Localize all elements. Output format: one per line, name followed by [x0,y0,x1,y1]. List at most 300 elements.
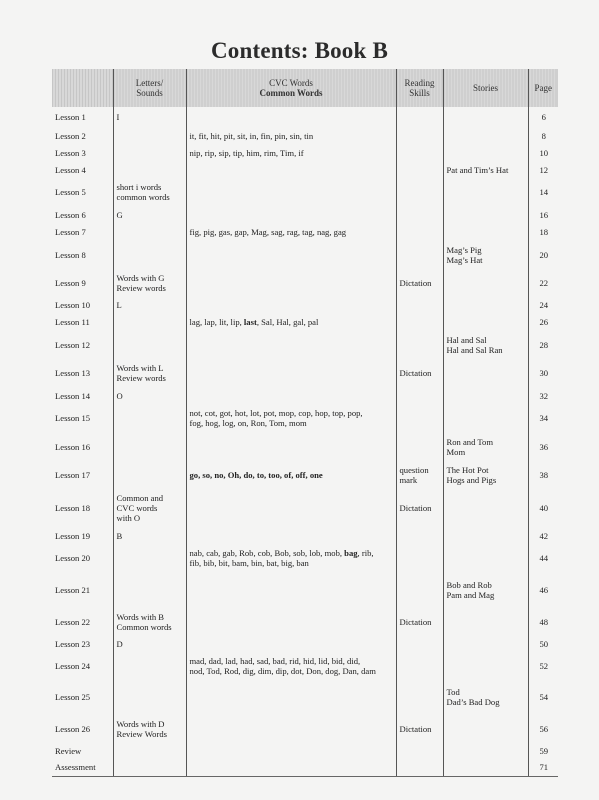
lesson-label: Review [55,745,82,756]
letters-sounds-cell [113,652,186,679]
table-row [52,742,558,759]
cvc-words-cell [186,679,396,715]
letters-sounds-cell [113,144,186,161]
stories-cell [443,404,528,432]
stories-cell [443,107,528,127]
reading-skills-cell [396,127,443,144]
stories-cell [443,330,528,359]
letters-sounds-text: B [116,530,123,541]
letters-sounds-text: L [116,299,122,310]
letters-sounds-cell [113,161,186,178]
page-number: 22 [539,277,549,288]
lesson-label: Lesson 23 [55,638,91,649]
letters-sounds-text: Review words [116,373,166,383]
page-number: 50 [539,638,549,649]
header-stories: Stories [443,69,528,107]
cvc-words-text: , rib, [357,547,374,558]
letters-sounds-cell [113,715,186,742]
letters-sounds-text: Review words [116,282,166,293]
story-title: Hal and Sal [446,334,487,345]
stories-cell [443,240,528,269]
lesson-label: Lesson 6 [55,209,86,220]
letters-sounds-cell [113,127,186,144]
letters-sounds-text: D [116,638,123,649]
lesson-label: Lesson 25 [55,692,91,702]
reading-skills-cell [396,527,443,544]
letters-sounds-cell [113,527,186,544]
page-number: 8 [541,130,546,141]
lesson-cell [52,269,113,296]
header-reading-line2: Skills [409,88,430,98]
page-number: 18 [539,226,549,237]
page-number-cell [528,223,558,240]
cvc-words-cell [186,387,396,404]
cvc-words-cell [186,489,396,527]
stories-cell [443,432,528,461]
cvc-words-text: not, cot, got, hot, lot, pot, mop, cop, hop, top, pop, [189,408,363,418]
cvc-words-cell [186,107,396,127]
stories-cell [443,161,528,178]
story-title: Hal and Sal Ran [446,344,503,355]
stories-cell [443,759,528,776]
header-cvc-line1: CVC Words [269,78,313,88]
table-row [52,571,558,608]
page-number-cell [528,144,558,161]
reading-skills-cell [396,489,443,527]
page-number: 38 [539,470,549,480]
page-number-cell [528,387,558,404]
lesson-label: Lesson 12 [55,339,91,350]
letters-sounds-text: short i words [116,182,162,192]
cvc-words-text: nip, rip, sip, tip, him, rim, Tim, if [189,147,304,158]
cvc-words-text: mad, dad, lad, had, sad, bad, rid, hid, lid, bid, did, [189,655,361,666]
lesson-label: Lesson 2 [55,130,86,141]
page-number-cell [528,544,558,571]
reading-skills-cell [396,742,443,759]
page-number: 48 [539,616,549,627]
story-title: Dad’s Bad Dog [446,697,500,707]
cvc-words-cell [186,223,396,240]
page-number: 30 [539,368,549,378]
letters-sounds-cell [113,223,186,240]
header-reading-skills [396,69,443,107]
lesson-cell [52,608,113,635]
table-row [52,359,558,387]
page-number: 44 [539,552,549,563]
lesson-cell [52,359,113,387]
page-number: 32 [539,390,549,401]
letters-sounds-cell [113,489,186,527]
letters-sounds-cell [113,206,186,223]
reading-skills-cell [396,107,443,127]
stories-cell [443,489,528,527]
lesson-label: Lesson 1 [55,112,86,122]
page-number-cell [528,635,558,652]
page-number-cell [528,679,558,715]
table-row [52,144,558,161]
lesson-cell [52,330,113,359]
reading-skills-cell [396,544,443,571]
reading-skills-text: Dictation [399,368,432,378]
letters-sounds-text: CVC words [116,503,158,513]
stories-cell [443,359,528,387]
reading-skills-cell [396,240,443,269]
story-title: Mom [446,446,466,457]
letters-sounds-cell [113,544,186,571]
page-number: 40 [539,503,549,513]
lesson-label: Lesson 21 [55,584,91,595]
page-number: 54 [539,692,549,702]
cvc-words-cell [186,544,396,571]
reading-skills-text: mark [399,475,418,485]
letters-sounds-cell [113,432,186,461]
cvc-words-cell [186,652,396,679]
page-number-cell [528,759,558,776]
cvc-words-cell [186,635,396,652]
lesson-cell [52,571,113,608]
story-title: Tod [446,687,460,697]
reading-skills-cell [396,759,443,776]
stories-cell [443,742,528,759]
reading-skills-text: Dictation [399,723,432,734]
letters-sounds-text: Words with L [116,363,164,373]
lesson-label: Lesson 3 [55,147,86,158]
common-word-text: bag [344,547,358,558]
story-title: Pam and Mag [446,589,495,600]
letters-sounds-text: common words [116,192,170,202]
reading-skills-text: Dictation [399,616,432,627]
cvc-words-cell [186,432,396,461]
stories-cell [443,679,528,715]
cvc-words-cell [186,206,396,223]
lesson-cell [52,144,113,161]
page-number-cell [528,359,558,387]
letters-sounds-cell [113,359,186,387]
table-row [52,161,558,178]
page-number: 42 [539,530,549,541]
page-number: 52 [539,660,549,671]
table-row [52,313,558,330]
table-body [52,107,558,776]
cvc-words-cell [186,240,396,269]
table-row [52,544,558,571]
letters-sounds-cell [113,330,186,359]
table-row [52,679,558,715]
lesson-label: Lesson 14 [55,390,91,401]
table-row [52,404,558,432]
reading-skills-cell [396,206,443,223]
lesson-cell [52,240,113,269]
reading-skills-text: Dictation [399,277,432,288]
header-letters-line1: Letters/ [135,78,164,88]
page-number: 14 [539,187,549,197]
lesson-label: Lesson 7 [55,226,86,237]
lesson-cell [52,296,113,313]
table-row [52,608,558,635]
lesson-cell [52,742,113,759]
cvc-words-cell [186,330,396,359]
table-row [52,240,558,269]
letters-sounds-cell [113,571,186,608]
story-title: Pat and Tim’s Hat [446,164,509,175]
lesson-cell [52,206,113,223]
table-row [52,527,558,544]
lesson-cell [52,127,113,144]
table-row [52,330,558,359]
letters-sounds-text: G [116,209,123,220]
cvc-words-cell [186,715,396,742]
reading-skills-cell [396,404,443,432]
letters-sounds-cell [113,461,186,489]
stories-cell [443,544,528,571]
page-number-cell [528,652,558,679]
lesson-label: Lesson 4 [55,164,86,175]
page-number-cell [528,330,558,359]
stories-cell [443,206,528,223]
common-word-text: last [243,316,257,327]
lesson-label: Assessment [55,762,96,773]
letters-sounds-text: Common and [116,493,164,503]
page-number-cell [528,178,558,206]
page-number-cell [528,404,558,432]
story-title: Ron and Tom [446,436,494,447]
page-number: 46 [539,584,549,595]
lesson-label: Lesson 13 [55,368,91,378]
stories-cell [443,144,528,161]
cvc-words-cell [186,359,396,387]
letters-sounds-cell [113,742,186,759]
page-number-cell [528,161,558,178]
header-reading-line1: Reading [404,78,435,88]
reading-skills-cell [396,679,443,715]
letters-sounds-text: Words with B [116,611,165,622]
header-letters-line2: Sounds [136,88,163,98]
table-row [52,178,558,206]
cvc-words-text: lag, lap, lit, lip, [189,316,244,327]
page-title: Contents: Book B [210,38,388,63]
page-number: 26 [539,316,549,327]
lesson-cell [52,313,113,330]
lesson-label: Lesson 9 [55,277,86,288]
lesson-cell [52,527,113,544]
page-number-cell [528,240,558,269]
page-number: 56 [539,723,549,734]
letters-sounds-cell [113,608,186,635]
letters-sounds-cell [113,107,186,127]
lesson-label: Lesson 16 [55,441,91,452]
table-row [52,652,558,679]
reading-skills-cell [396,432,443,461]
letters-sounds-text: with O [116,513,141,523]
lesson-label: Lesson 5 [55,187,86,197]
lesson-cell [52,161,113,178]
letters-sounds-cell [113,404,186,432]
stories-cell [443,461,528,489]
lesson-cell [52,404,113,432]
lesson-cell [52,432,113,461]
page-number-cell [528,715,558,742]
lesson-cell [52,461,113,489]
page-number: 12 [539,164,549,175]
cvc-words-text: , Sal, Hal, gal, pal [256,316,319,327]
cvc-words-cell [186,461,396,489]
page-number-cell [528,489,558,527]
stories-cell [443,571,528,608]
contents-table [52,69,558,777]
story-title: Bob and Rob [446,579,492,590]
stories-cell [443,715,528,742]
page-number: 10 [539,147,549,158]
reading-skills-cell [396,608,443,635]
page-number-cell [528,742,558,759]
page-number-cell [528,127,558,144]
reading-skills-cell [396,178,443,206]
lesson-label: Lesson 22 [55,616,91,627]
lesson-cell [52,107,113,127]
header-letters-sounds [113,69,186,107]
lesson-cell [52,387,113,404]
header-page: Page [528,69,558,107]
stories-cell [443,527,528,544]
lesson-label: Lesson 17 [55,470,91,480]
table-row [52,461,558,489]
letters-sounds-cell [113,635,186,652]
stories-cell [443,635,528,652]
letters-sounds-text: Words with G [116,272,165,283]
reading-skills-cell [396,269,443,296]
cvc-words-text: nab, cab, gab, Rob, cob, Bob, sob, lob, mob, [189,547,345,558]
cvc-words-cell [186,127,396,144]
stories-cell [443,269,528,296]
reading-skills-cell [396,144,443,161]
table-row [52,432,558,461]
reading-skills-cell [396,652,443,679]
stories-cell [443,652,528,679]
reading-skills-cell [396,161,443,178]
reading-skills-cell [396,387,443,404]
reading-skills-cell [396,635,443,652]
reading-skills-cell [396,571,443,608]
table-row [52,127,558,144]
cvc-words-cell [186,404,396,432]
stories-cell [443,127,528,144]
page-number-cell [528,269,558,296]
story-title: Mag’s Hat [446,254,483,265]
page-number: 28 [539,339,549,350]
stories-cell [443,313,528,330]
lesson-cell [52,759,113,776]
letters-sounds-text: Common words [116,621,172,632]
cvc-words-cell [186,527,396,544]
stories-cell [443,223,528,240]
reading-skills-cell [396,296,443,313]
table-header [52,69,558,107]
page-number-cell [528,206,558,223]
letters-sounds-text: Words with D [116,718,165,729]
cvc-words-text: it, fit, hit, pit, sit, in, fin, pin, sin, tin [189,130,314,141]
story-title: The Hot Pot [446,465,489,475]
cvc-words-text: nod, Tod, Rod, dig, dim, dip, dot, Don, dog, Dan, dam [189,665,376,676]
lesson-cell [52,489,113,527]
story-title: Hogs and Pigs [446,475,497,485]
cvc-words-cell [186,742,396,759]
stories-cell [443,296,528,313]
lesson-cell [52,178,113,206]
letters-sounds-text: I [116,112,120,122]
header-lesson [52,69,113,107]
page-number: 59 [539,745,549,756]
common-words-text: go, so, no, Oh, do, to, too, of, off, one [189,470,323,480]
reading-skills-cell [396,461,443,489]
table-row [52,489,558,527]
reading-skills-cell [396,330,443,359]
cvc-words-cell [186,571,396,608]
stories-cell [443,387,528,404]
table-row [52,107,558,127]
letters-sounds-cell [113,296,186,313]
lesson-cell [52,715,113,742]
table-row [52,269,558,296]
lesson-label: Lesson 15 [55,413,91,423]
lesson-label: Lesson 10 [55,299,91,310]
reading-skills-cell [396,715,443,742]
letters-sounds-text: O [116,390,123,401]
header-common-words: Common Words [259,88,323,98]
page-number-cell [528,461,558,489]
reading-skills-text: Dictation [399,503,432,513]
letters-sounds-cell [113,240,186,269]
table-row [52,715,558,742]
lesson-cell [52,544,113,571]
reading-skills-cell [396,313,443,330]
letters-sounds-cell [113,269,186,296]
page-number-cell [528,432,558,461]
cvc-words-text: fog, hog, log, on, Ron, Tom, mom [189,418,307,428]
page-number-cell [528,527,558,544]
cvc-words-cell [186,144,396,161]
lesson-label: Lesson 11 [55,316,90,327]
reading-skills-cell [396,223,443,240]
lesson-label: Lesson 20 [55,552,91,563]
table-row [52,296,558,313]
cvc-words-cell [186,178,396,206]
lesson-cell [52,223,113,240]
lesson-label: Lesson 18 [55,503,91,513]
table-row [52,387,558,404]
lesson-cell [52,679,113,715]
page-number: 24 [539,299,549,310]
cvc-words-cell [186,608,396,635]
stories-cell [443,608,528,635]
page-number-cell [528,608,558,635]
cvc-words-text: fig, pig, gas, gap, Mag, sag, rag, tag, nag, gag [189,226,347,237]
letters-sounds-cell [113,387,186,404]
table-row [52,223,558,240]
lesson-label: Lesson 26 [55,723,91,734]
cvc-words-cell [186,269,396,296]
page-number: 36 [539,441,549,452]
page-number: 6 [541,112,546,122]
reading-skills-text: question [399,465,429,475]
table-row [52,206,558,223]
reading-skills-cell [396,359,443,387]
letters-sounds-text: Review Words [116,728,167,739]
lesson-label: Lesson 24 [55,660,91,671]
page-number: 71 [539,762,549,773]
page-number-cell [528,107,558,127]
story-title: Mag’s Pig [446,244,482,255]
cvc-words-cell [186,759,396,776]
